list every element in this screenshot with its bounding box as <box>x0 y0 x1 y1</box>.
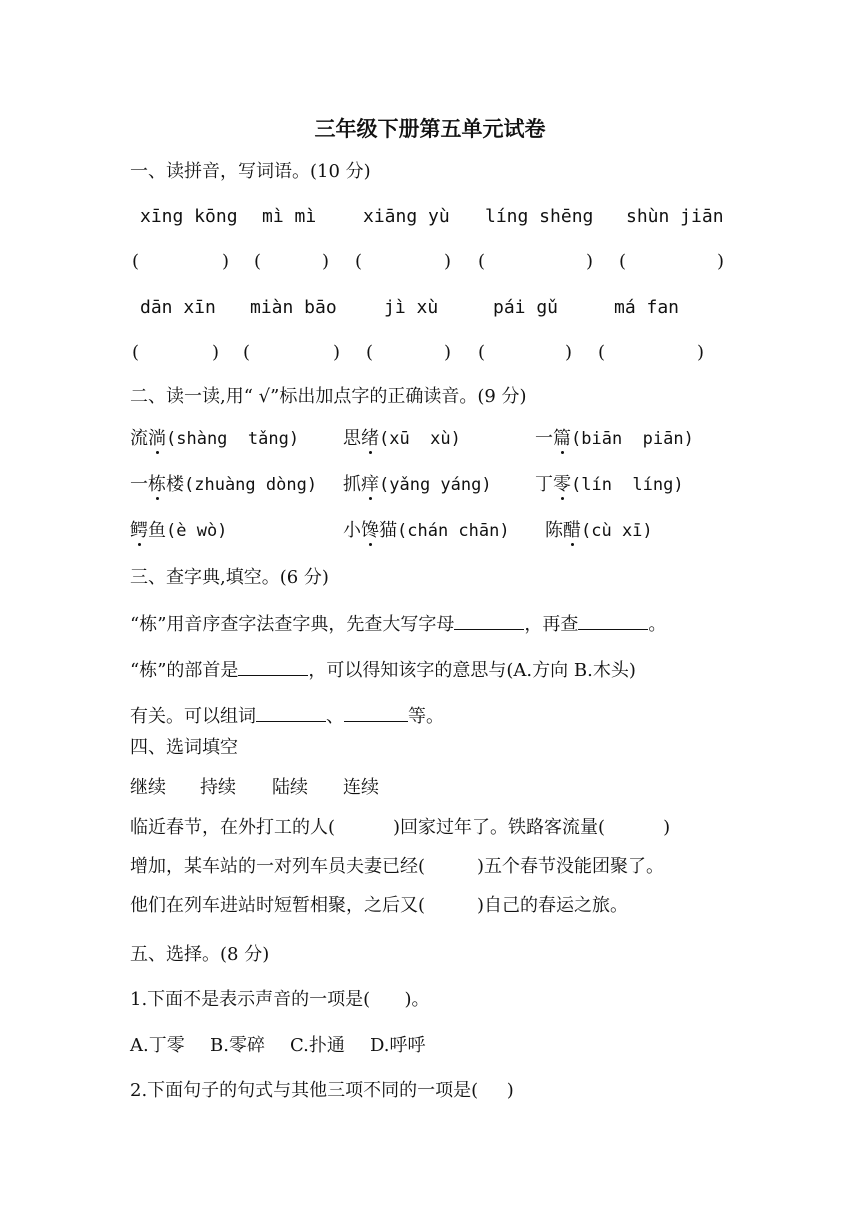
paren-open: ( <box>132 251 140 272</box>
paren-open: ( <box>619 251 627 272</box>
paren-open: ( <box>355 251 363 272</box>
paren-open: ( <box>366 342 374 363</box>
reading-options: (zhuàng dòng) <box>184 475 318 495</box>
dotted-char: 栋 <box>148 474 166 495</box>
answer-blank[interactable] <box>344 703 408 722</box>
choice-option: B.零碎 <box>210 1035 265 1056</box>
reading-options: (shàng tǎng) <box>166 429 300 449</box>
paren-close: ) <box>212 342 220 363</box>
paren-open: ( <box>254 251 262 272</box>
q4-paragraph-line: 他们在列车进站时短暂相聚，之后又( )自己的春运之旅。 <box>130 895 629 916</box>
pinyin: xīng kōng <box>140 206 238 227</box>
word-option: 陆续 <box>272 777 308 798</box>
paren-close: ) <box>565 342 573 363</box>
reading-options: (cù xī) <box>581 521 653 541</box>
reading-item: 丁零(lín líng) <box>535 474 684 495</box>
choice-option: C.扑通 <box>290 1035 345 1056</box>
paren-open: ( <box>598 342 606 363</box>
paren-close: ) <box>444 251 452 272</box>
answer-blank[interactable] <box>454 611 524 630</box>
paren-close: ) <box>586 251 594 272</box>
reading-item: 鳄鱼(è wò) <box>130 520 228 541</box>
choice-option: D.呼呼 <box>370 1035 426 1056</box>
pinyin: má fan <box>614 297 680 318</box>
reading-options: (lín líng) <box>571 475 684 495</box>
reading-item: 抓痒(yǎng yáng) <box>343 474 492 495</box>
reading-item: 一篇(biān piān) <box>535 428 694 449</box>
q1-heading: 一、读拼音，写词语。(10 分) <box>130 161 371 182</box>
pinyin: dān xīn <box>140 297 216 318</box>
reading-item: 一栋楼(zhuàng dòng) <box>130 474 318 495</box>
pinyin: jì xù <box>384 297 439 318</box>
pinyin: shùn jiān <box>626 206 724 227</box>
q2-heading: 二、读一读,用“ √”标出加点字的正确读音。(9 分) <box>130 386 527 407</box>
pinyin: miàn bāo <box>250 297 337 318</box>
reading-options: (è wò) <box>166 521 228 541</box>
word-option: 连续 <box>343 777 379 798</box>
paren-open: ( <box>478 251 486 272</box>
dotted-char: 绪 <box>361 428 379 449</box>
dotted-char: 痒 <box>361 474 379 495</box>
dotted-char: 馋 <box>361 520 379 541</box>
dotted-char: 零 <box>553 474 571 495</box>
word-option: 继续 <box>130 777 166 798</box>
q4-paragraph-line: 临近春节，在外打工的人( )回家过年了。铁路客流量( ) <box>130 817 671 838</box>
paren-close: ) <box>444 342 452 363</box>
q4-paragraph-line: 增加，某车站的一对列车员夫妻已经( )五个春节没能团聚了。 <box>130 856 665 877</box>
paren-close: ) <box>322 251 330 272</box>
q5-item-1: 1.下面不是表示声音的一项是( )。 <box>130 989 430 1010</box>
reading-item: 陈醋(cù xī) <box>545 520 653 541</box>
choice-option: A.丁零 <box>130 1035 185 1056</box>
word-option: 持续 <box>200 777 236 798</box>
q3-line-3: 有关。可以组词 、 等。 <box>130 703 444 729</box>
pinyin: xiāng yù <box>363 206 450 227</box>
paren-open: ( <box>478 342 486 363</box>
q4-heading: 四、选词填空 <box>130 737 238 758</box>
reading-options: (biān piān) <box>571 429 694 449</box>
dotted-char: 淌 <box>148 428 166 449</box>
paren-close: ) <box>222 251 230 272</box>
pinyin: pái gǔ <box>493 297 559 318</box>
reading-item: 流淌(shàng tǎng) <box>130 428 300 449</box>
paren-close: ) <box>333 342 341 363</box>
q5-item-2: 2.下面句子的句式与其他三项不同的一项是( ) <box>130 1080 514 1101</box>
answer-blank[interactable] <box>256 703 326 722</box>
dotted-char: 醋 <box>563 520 581 541</box>
reading-options: (yǎng yáng) <box>379 475 492 495</box>
reading-options: (chán chān) <box>397 521 510 541</box>
pinyin: líng shēng <box>485 206 594 227</box>
reading-item: 思绪(xū xù) <box>343 428 461 449</box>
page-title: 三年级下册第五单元试卷 <box>314 116 546 141</box>
dotted-char: 篇 <box>553 428 571 449</box>
q3-line-2: “栋”的部首是 ，可以得知该字的意思与(A.方向 B.木头) <box>130 657 636 683</box>
answer-blank[interactable] <box>238 657 308 676</box>
q3-line-1: “栋”用音序查字法查字典，先查大写字母 ，再查 。 <box>130 611 666 637</box>
paren-close: ) <box>717 251 725 272</box>
dotted-char: 鳄 <box>130 520 148 541</box>
paren-open: ( <box>243 342 251 363</box>
q3-heading: 三、查字典,填空。(6 分) <box>130 567 329 588</box>
paren-close: ) <box>697 342 705 363</box>
answer-blank[interactable] <box>578 611 648 630</box>
paren-open: ( <box>132 342 140 363</box>
q5-heading: 五、选择。(8 分) <box>130 944 270 965</box>
pinyin: mì mì <box>262 206 317 227</box>
reading-options: (xū xù) <box>379 429 461 449</box>
reading-item: 小馋猫(chán chān) <box>343 520 510 541</box>
